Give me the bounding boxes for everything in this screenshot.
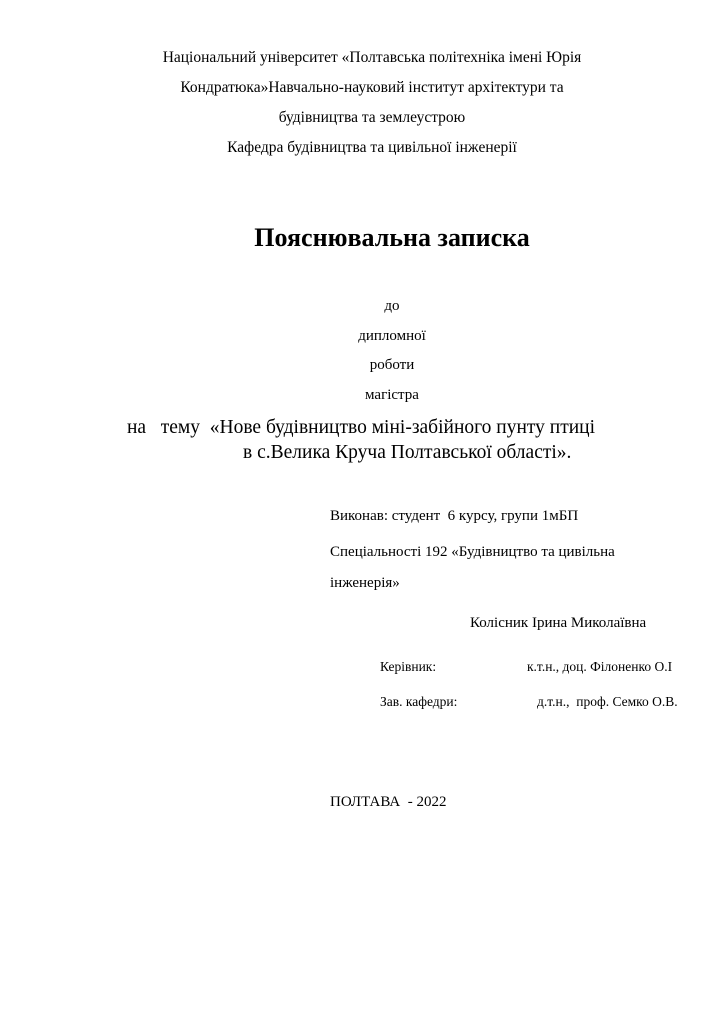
head-of-department-role: Зав. кафедри:: [380, 694, 458, 709]
university-line: Національний університет «Полтавська політехніка імені Юрія: [162, 49, 582, 66]
subtitle-line: роботи: [369, 357, 415, 373]
specialty-line-2: інженерія»: [330, 575, 400, 591]
performed-by: Виконав: студент 6 курсу, групи 1мБП: [330, 508, 579, 524]
specialty-line-1: Спеціальності 192 «Будівництво та цивільна: [330, 544, 615, 560]
theme-line-2: в с.Велика Круча Полтавської області».: [243, 442, 572, 463]
author-name: Колісник Ірина Миколаївна: [470, 615, 647, 631]
supervisor-name: к.т.н., доц. Філоненко О.І: [527, 659, 673, 674]
footer-city-year: ПОЛТАВА - 2022: [330, 794, 447, 810]
institute-line-cont: будівництва та землеустрою: [278, 109, 466, 126]
page-title: Пояснювальна записка: [254, 223, 530, 252]
subtitle-line: дипломної: [358, 328, 426, 344]
department-line: Кафедра будівництва та цивільної інженерії: [227, 139, 517, 156]
supervisor-role: Керівник:: [380, 659, 437, 674]
subtitle-line: магістра: [365, 387, 419, 403]
subtitle-line: до: [384, 298, 400, 314]
head-of-department-name: д.т.н., проф. Семко О.В.: [537, 694, 678, 709]
institute-line: Кондратюка»Навчально-науковий інститут архітектури та: [180, 79, 564, 96]
theme-line-1: на тему «Нове будівництво міні-забійного пунту птиці: [127, 417, 596, 438]
